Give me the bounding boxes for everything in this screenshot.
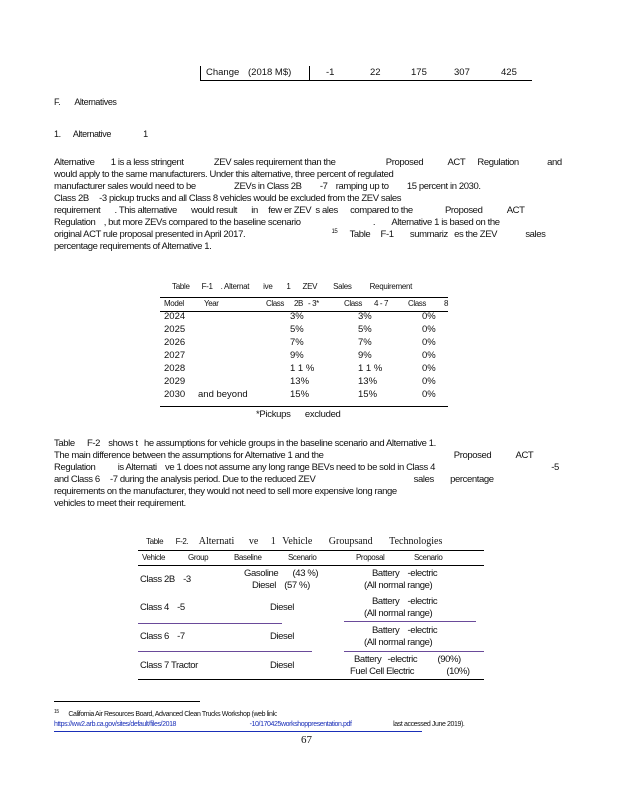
title-part: ive <box>263 282 273 291</box>
title-part: 1 <box>270 536 276 547</box>
cell-text: -3 <box>183 574 191 585</box>
text-span: . <box>372 217 376 228</box>
proposal-cell <box>372 625 437 636</box>
class-8-value: 0% <box>422 324 436 335</box>
text-span: -3 pickup trucks and all Class 8 vehicles would be excluded from the ZEV sales <box>99 193 402 204</box>
proposal-cell: (All normal range) <box>364 608 433 619</box>
baseline-cell: Diesel <box>270 602 294 613</box>
title-part: . Alternat <box>220 282 250 291</box>
text-span: in <box>251 205 258 216</box>
row-divider <box>138 651 312 652</box>
header-cell: 2B <box>294 299 303 308</box>
text-span: F-1 <box>380 229 394 241</box>
text-span: The main difference between the assumptions for Alternative 1 and the <box>54 450 324 461</box>
text-span: shows t <box>108 438 138 449</box>
table-row <box>160 363 448 375</box>
class-2b-3-value: 5% <box>290 324 304 335</box>
header-cell: - 3* <box>308 299 319 308</box>
table-row <box>160 324 448 336</box>
title-part: Vehicle <box>282 536 313 547</box>
year: 2025 <box>164 324 186 335</box>
header-cell: Year <box>204 299 219 308</box>
class-2b-3-value: 7% <box>290 337 304 348</box>
cell-text: (10%) <box>446 666 470 677</box>
text-line <box>54 450 533 461</box>
text-span: requirements on the manufacturer, they would not need to sell more expensive long range <box>54 486 397 497</box>
text-line <box>54 181 481 192</box>
text-span: manufacturer sales would need to be <box>54 181 196 192</box>
text-span: ACT <box>506 205 525 216</box>
text-span: requirement <box>54 205 101 216</box>
title-part: Table <box>172 282 190 291</box>
header-cell: Vehicle <box>142 553 165 562</box>
cell-text: -7 <box>177 631 185 642</box>
change-value: 307 <box>454 67 470 78</box>
change-unit: (2018 M$) <box>248 67 292 78</box>
year: 2028 <box>164 363 186 374</box>
class-8-value: 0% <box>422 311 436 322</box>
header-cell: Baseline <box>234 553 262 562</box>
text-span: F-2 <box>86 438 101 449</box>
text-span: ACT <box>447 157 466 168</box>
text-line <box>54 217 500 228</box>
text-span: sales <box>525 229 546 241</box>
class-4-7-value: 5% <box>358 324 372 335</box>
title-part: Sales <box>333 282 352 291</box>
title-part: Technologies <box>389 536 443 547</box>
text-span: summariz <box>409 229 448 241</box>
change-row <box>200 66 532 80</box>
class-4-7-value: 1 1 % <box>358 363 383 374</box>
header-cell: 4 - 7 <box>374 299 389 308</box>
row-divider <box>344 651 484 652</box>
cell-text: (57 %) <box>284 580 310 591</box>
title-part: Table <box>146 537 164 546</box>
cell-text: Diesel <box>252 580 276 591</box>
text-line <box>54 498 186 509</box>
title-part: ZEV <box>302 282 318 291</box>
class-8-value: 0% <box>422 389 436 400</box>
text-span: ACT <box>515 450 534 461</box>
text-span: compared to the <box>350 205 413 216</box>
subsection-heading <box>54 129 148 139</box>
cell-text: -electric <box>407 568 438 579</box>
section-number: F. <box>54 97 61 107</box>
table-title <box>146 536 442 547</box>
table-rule <box>200 66 201 80</box>
text-span: -7 <box>319 181 328 192</box>
vehicle-group-cell: Class 7 Tractor <box>140 660 198 671</box>
table-row <box>160 311 448 323</box>
table-rule <box>138 550 484 551</box>
note-part: *Pickups <box>256 409 291 420</box>
text-span: -7 during the analysis period. Due to the reduced ZEV <box>110 474 316 485</box>
text-span: and <box>547 157 562 168</box>
table-rule <box>309 66 310 80</box>
cell-text: -electric <box>407 625 438 636</box>
page-number: 67 <box>301 734 312 746</box>
text-line <box>54 205 525 216</box>
text-line <box>54 462 559 473</box>
footnote-link[interactable]: -10/170425workshoppresentation.pdf <box>249 721 352 728</box>
text-span: s ales <box>315 205 338 216</box>
cell-text: (90%) <box>437 654 461 665</box>
title-part: ve <box>248 536 259 547</box>
text-span: ve 1 does not assume any long range BEVs need to be sold in Class 4 <box>164 462 435 473</box>
text-span: is Alternati <box>117 462 157 473</box>
baseline-cell: Diesel <box>270 631 294 642</box>
footnote-number: 15 <box>54 709 59 715</box>
change-value: -1 <box>326 67 335 78</box>
cell-text: -electric <box>407 596 438 607</box>
cell-text: -electric <box>387 654 418 665</box>
cell-text: Fuel Cell Electric <box>350 666 415 677</box>
text-span: Proposed <box>444 205 483 216</box>
text-span: Table <box>349 229 371 241</box>
class-2b-3-value: 1 1 % <box>290 363 315 374</box>
table-row <box>160 350 448 362</box>
cell-text: -5 <box>177 602 185 613</box>
text-span: ZEV sales requirement than the <box>213 157 336 168</box>
text-span: he assumptions for vehicle groups in the baseline scenario and Alternative 1. <box>143 438 436 449</box>
header-cell: Scenario <box>288 553 317 562</box>
table-rule <box>138 565 484 566</box>
text-span: ZEVs in Class 2B <box>234 181 302 192</box>
year: 2030 <box>164 389 186 400</box>
text-span: Table <box>54 438 75 449</box>
class-4-7-value: 3% <box>358 311 372 322</box>
section-heading <box>54 97 117 107</box>
title-part: 1 <box>286 282 291 291</box>
text-span: Alternative <box>54 157 95 168</box>
header-cell: Class <box>344 299 363 308</box>
text-span: would result <box>191 205 238 216</box>
cell-text: Battery <box>372 596 400 607</box>
proposal-cell: (All normal range) <box>364 637 433 648</box>
footnote-link-line <box>54 721 464 728</box>
baseline-cell: Diesel <box>270 660 294 671</box>
text-span: , but more ZEVs compared to the baseline scenario <box>103 217 301 228</box>
change-label: Change <box>206 67 240 78</box>
class-4-7-value: 7% <box>358 337 372 348</box>
footnote-accessed: last accessed June 2019). <box>393 721 465 728</box>
proposal-cell: (All normal range) <box>364 580 433 591</box>
title-part: Requirement <box>369 282 413 291</box>
text-span: er ZEV <box>283 205 312 216</box>
change-value: 22 <box>370 67 381 78</box>
text-span: Proposed <box>453 450 492 461</box>
text-line <box>54 157 562 168</box>
class-2b-3-value: 15% <box>290 389 310 400</box>
text-line <box>54 438 436 449</box>
proposal-cell <box>372 596 437 607</box>
text-line <box>54 169 393 180</box>
text-span: original ACT rule proposal presented in April 2017. <box>54 229 246 241</box>
baseline-cell <box>244 568 318 579</box>
row-divider <box>138 623 282 624</box>
text-span: ramping up to <box>335 181 389 192</box>
change-value: 175 <box>411 67 427 78</box>
text-line <box>54 241 211 252</box>
cell-text: Gasoline <box>244 568 279 579</box>
class-8-value: 0% <box>422 376 436 387</box>
subsection-index: 1 <box>143 129 148 139</box>
proposal-cell <box>350 666 470 677</box>
table-title <box>160 282 448 291</box>
text-span: Alternative 1 is based on the <box>391 217 500 228</box>
text-span: Class 2B <box>54 193 89 204</box>
section-title: Alternatives <box>74 97 117 107</box>
title-part: F-1 <box>201 282 213 291</box>
title-part: Groupsand <box>328 536 373 547</box>
proposal-cell <box>354 654 461 665</box>
cell-text: Battery <box>372 568 400 579</box>
text-span: es the ZEV <box>454 229 498 241</box>
header-cell: Proposal <box>356 553 385 562</box>
text-span: percentage <box>450 474 494 485</box>
table-rule <box>138 679 484 680</box>
cell-text: Class 4 <box>140 602 169 613</box>
cell-text: Battery <box>372 625 400 636</box>
text-span: Proposed <box>385 157 424 168</box>
text-span: 15 percent in 2030. <box>406 181 481 192</box>
class-8-value: 0% <box>422 350 436 361</box>
header-cell: Class <box>266 299 285 308</box>
class-8-value: 0% <box>422 363 436 374</box>
table-row <box>160 376 448 388</box>
year: 2026 <box>164 337 186 348</box>
text-span: 1 is a less stringent <box>110 157 184 168</box>
footnote-rule <box>54 701 200 702</box>
change-value: 425 <box>501 67 517 78</box>
text-span: and Class 6 <box>54 474 100 485</box>
text-span: . This alternative <box>114 205 177 216</box>
header-cell: Scenario <box>414 553 443 562</box>
text-span: Regulation <box>477 157 519 168</box>
class-2b-3-value: 13% <box>290 376 310 387</box>
footnote-marker: 15 <box>331 229 338 235</box>
vehicle-group-cell <box>140 602 185 613</box>
footnote-link[interactable]: https://ww2.arb.ca.gov/sites/default/files/2018 <box>54 721 177 728</box>
cell-text: Class 6 <box>140 631 169 642</box>
cell-text: (43 %) <box>292 568 319 579</box>
baseline-cell <box>252 580 310 591</box>
text-span: vehicles to meet their requirement. <box>54 498 186 509</box>
table-row <box>160 337 448 349</box>
text-span: percentage requirements of Alternative 1. <box>54 241 212 252</box>
row-divider <box>344 621 476 622</box>
link-underline <box>54 731 422 732</box>
text-line <box>54 193 401 204</box>
header-cell: Group <box>188 553 209 562</box>
year: 2027 <box>164 350 186 361</box>
class-4-7-value: 13% <box>358 376 378 387</box>
proposal-cell <box>372 568 437 579</box>
cell-text: Class 2B <box>140 574 175 585</box>
table-row <box>160 389 448 401</box>
table-rule <box>160 406 448 407</box>
table-header-row <box>160 297 448 312</box>
year-suffix: and beyond <box>198 389 248 400</box>
title-part: Alternati <box>198 536 235 547</box>
class-4-7-value: 9% <box>358 350 372 361</box>
header-cell: Class <box>408 299 427 308</box>
text-span: few <box>268 205 282 216</box>
text-line <box>54 474 494 485</box>
class-4-7-value: 15% <box>358 389 378 400</box>
year: 2024 <box>164 311 186 322</box>
cell-text: Battery <box>354 654 382 665</box>
subsection-number: 1. <box>54 129 61 139</box>
text-span: would apply to the same manufacturers. Under this alternative, three percent of regulated <box>54 169 394 180</box>
header-cell: 8 <box>444 299 449 308</box>
subsection-title: Alternative <box>72 129 111 139</box>
class-2b-3-value: 3% <box>290 311 304 322</box>
class-8-value: 0% <box>422 337 436 348</box>
header-cell: Model <box>164 299 184 308</box>
text-span: Regulation <box>54 217 96 228</box>
table-note <box>256 409 341 420</box>
text-span: -5 <box>551 462 559 473</box>
class-2b-3-value: 9% <box>290 350 304 361</box>
text-line <box>54 486 397 497</box>
footnote-text: California Air Resources Board, Advanced Clean Trucks Workshop (web link: <box>68 711 278 719</box>
vehicle-group-cell <box>140 631 185 642</box>
text-span: Regulation <box>54 462 96 473</box>
vehicle-group-cell <box>140 574 191 585</box>
table-rule <box>200 80 532 81</box>
note-part: excluded <box>304 409 341 420</box>
text-line <box>54 229 546 240</box>
year: 2029 <box>164 376 186 387</box>
title-part: F-2. <box>175 537 189 546</box>
text-span: sales <box>413 474 434 485</box>
footnote <box>54 709 277 718</box>
